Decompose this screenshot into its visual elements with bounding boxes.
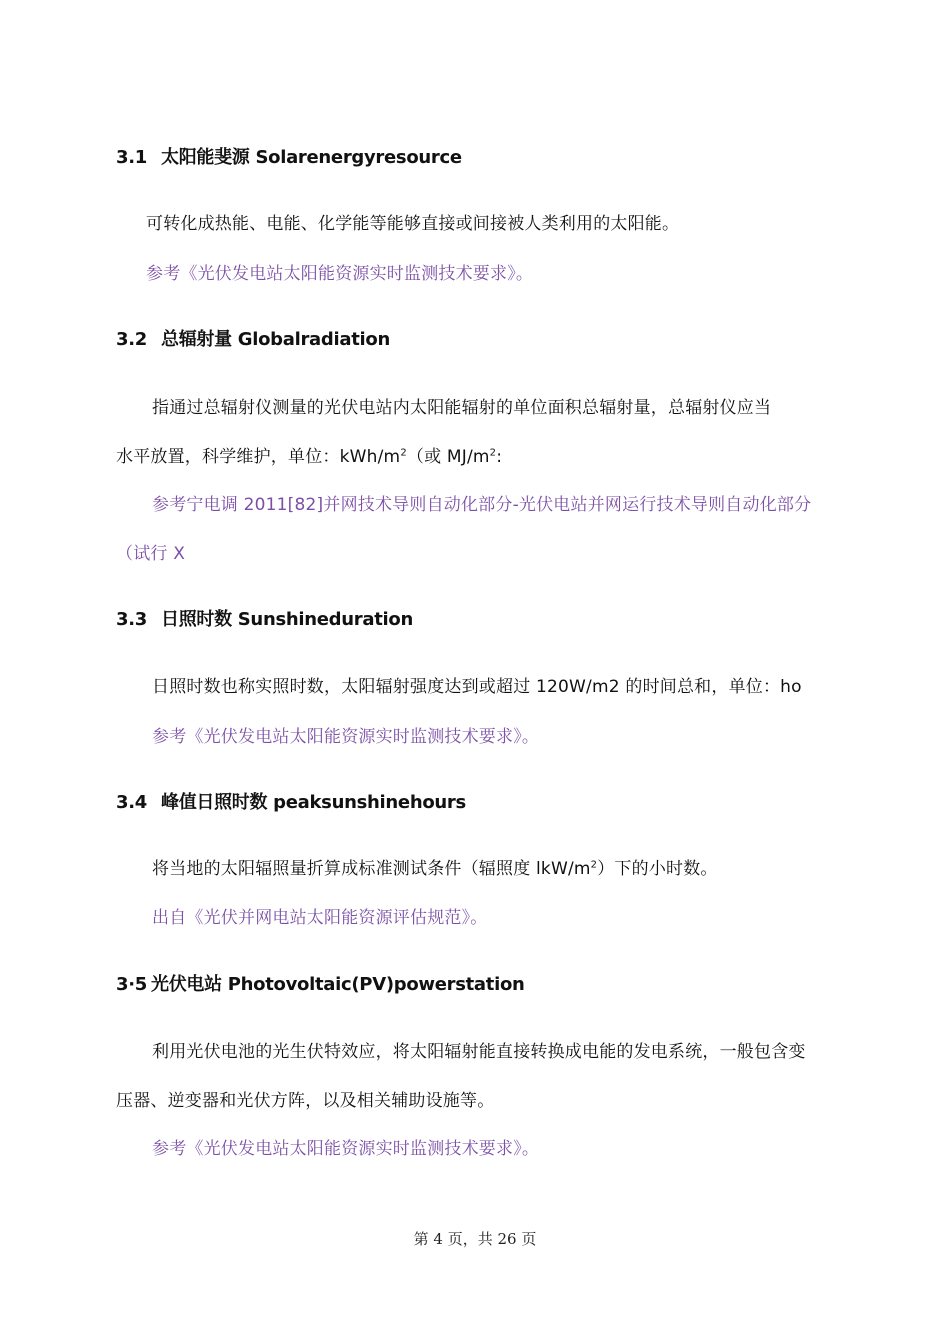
definition-text: 日照时数也称实照时数，太阳辐射强度达到或超过 120W/m2 的时间总和，单位：ho <box>152 677 802 697</box>
definition-text: 可转化成热能、电能、化学能等能够直接或间接被人类利用的太阳能。 <box>146 214 680 234</box>
section-number: 3.2 <box>116 329 147 350</box>
punctuation: : <box>496 447 503 467</box>
reference-text: 参考《光伏发电站太阳能资源实时监测技术要求》。 <box>152 1139 540 1159</box>
section-number: 3.1 <box>116 147 147 168</box>
definition-text <box>152 857 718 881</box>
section-title: 峰值日照时数 peaksunshinehours <box>161 792 466 813</box>
section-number: 3.4 <box>116 792 147 813</box>
superscript: 2 <box>400 447 407 459</box>
definition-text: 指通过总辐射仪测量的光伏电站内太阳能辐射的单位面积总辐射量，总辐射仪应当 <box>152 398 772 418</box>
definition-text-cont: 压器、逆变器和光伏方阵，以及相关辅助设施等。 <box>116 1091 495 1111</box>
reference-text: 参考宁电调 2011[82]并网技术导则自动化部分-光伏电站并网运行技术导则自动化部分 <box>152 495 812 515</box>
definition-text-part: ）下的小时数。 <box>597 859 718 879</box>
superscript: 2 <box>590 859 598 871</box>
section-heading-3-4 <box>116 791 466 815</box>
section-number: 3·5 <box>116 974 147 995</box>
unit-text: 水平放置，科学维护，单位：kWh∕m <box>116 447 401 467</box>
section-heading-3-5 <box>116 973 525 997</box>
section-heading-3-2 <box>116 328 390 352</box>
reference-text-cont: （试行 X <box>116 544 186 564</box>
section-heading-3-1 <box>116 146 462 170</box>
reference-text: 参考《光伏发电站太阳能资源实时监测技术要求》。 <box>152 727 540 747</box>
definition-text: 利用光伏电池的光生伏特效应，将太阳辐射能直接转换成电能的发电系统，一般包含变 <box>152 1042 806 1062</box>
superscript: 2 <box>489 447 497 459</box>
section-title: 光伏电站 Photovoltaic(PV)powerstation <box>151 974 525 995</box>
section-title: 日照时数 Sunshineduration <box>161 609 413 630</box>
definition-text-cont <box>116 445 502 469</box>
page-footer: 第 4 页，共 26 页 <box>413 1230 537 1248</box>
definition-text-part: 将当地的太阳辐照量折算成标准测试条件（辐照度 lkW/m <box>152 859 591 879</box>
section-title: 总辐射量 Globalradiation <box>161 329 390 350</box>
reference-text: 参考《光伏发电站太阳能资源实时监测技术要求》。 <box>146 264 534 284</box>
section-title: 太阳能斐源 Solarenergyresource <box>161 147 462 168</box>
unit-text-alt: （或 MJ∕m <box>406 447 490 467</box>
section-number: 3.3 <box>116 609 147 630</box>
reference-text: 出自《光伏并网电站太阳能资源评估规范》。 <box>152 908 488 928</box>
section-heading-3-3 <box>116 608 413 632</box>
